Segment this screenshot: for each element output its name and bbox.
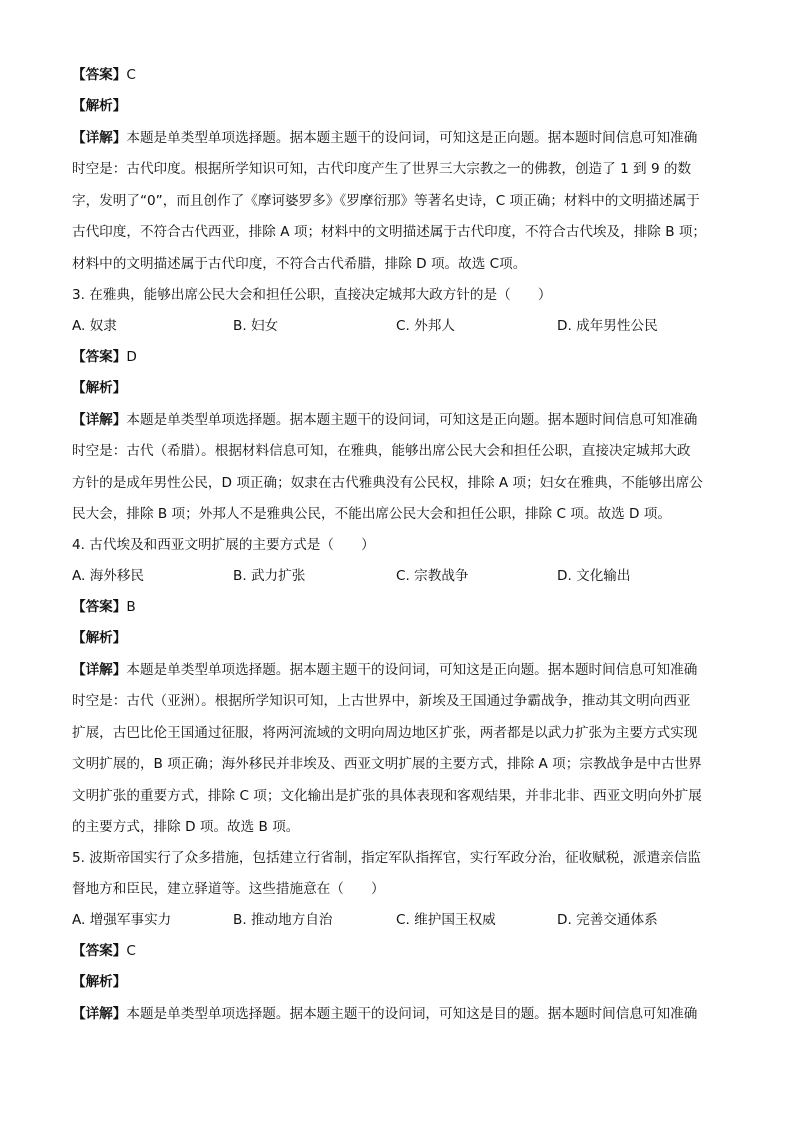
q2-answer: 【答案】C bbox=[72, 67, 136, 83]
section-label: 【解析】 bbox=[72, 380, 127, 396]
q4-detail-line: 扩展，古巴比伦王国通过征服，将两河流域的文明向周边地区扩张，两者都是以武力扩张为主要方式实现 bbox=[72, 725, 698, 741]
q4-analysis-heading bbox=[72, 629, 722, 647]
section-label: 【答案】 bbox=[72, 67, 127, 83]
q2-detail-line: 时空是：古代印度。根据所学知识可知，古代印度产生了世界三大宗教之一的佛教，创造了 1 到 9 的数 bbox=[72, 161, 692, 177]
q5-option-a: A. 增强军事实力 bbox=[72, 912, 172, 928]
q2-detail-line: 【详解】本题是单类型单项选择题。据本题主题干的设问词，可知这是正向题。据本题时间信息可知准确 bbox=[72, 130, 698, 146]
q4-option-b: B. 武力扩张 bbox=[233, 568, 306, 584]
q5-analysis-heading bbox=[72, 973, 722, 991]
section-label: 【解析】 bbox=[72, 98, 127, 114]
section-label: 【详解】 bbox=[72, 662, 127, 678]
q3-option-b: B. 妇女 bbox=[233, 318, 279, 334]
q4-detail-line: 的主要方式，排除 D 项。故选 B 项。 bbox=[72, 819, 300, 835]
q4-detail-line: 文明扩张的重要方式，排除 C 项；文化输出是扩张的具体表现和客观结果，并非北非、西亚文明向外扩展 bbox=[72, 788, 702, 804]
q3-stem: 3. 在雅典，能够出席公民大会和担任公职，直接决定城邦大政方针的是（ ） bbox=[72, 287, 552, 303]
q2-detail-line: 字，发明了“0”，而且创作了《摩诃婆罗多》《罗摩衍那》等著名史诗，C 项正确；材料中的文明描述属于 bbox=[72, 193, 700, 209]
q3-detail-line: 方针的是成年男性公民，D 项正确；奴隶在古代雅典没有公民权，排除 A 项；妇女在雅典，不能够出席公 bbox=[72, 475, 703, 491]
q3-option-a: A. 奴隶 bbox=[72, 318, 117, 334]
q3-analysis-heading bbox=[72, 379, 722, 397]
section-label: 【答案】 bbox=[72, 349, 127, 365]
q2-analysis-heading bbox=[72, 97, 722, 115]
q4-option-a: A. 海外移民 bbox=[72, 568, 145, 584]
q4-detail-line: 【详解】本题是单类型单项选择题。据本题主题干的设问词，可知这是正向题。据本题时间信息可知准确 bbox=[72, 662, 698, 678]
section-label: 【详解】 bbox=[72, 412, 127, 428]
section-label: 【解析】 bbox=[72, 630, 127, 646]
q4-option-d: D. 文化输出 bbox=[557, 568, 631, 584]
q5-detail-line: 【详解】本题是单类型单项选择题。据本题主题干的设问词，可知这是目的题。据本题时间信息可知准确 bbox=[72, 1006, 698, 1022]
section-label: 【答案】 bbox=[72, 599, 127, 615]
q2-detail-line: 材料中的文明描述属于古代印度，不符合古代希腊，排除 D 项。故选 C项。 bbox=[72, 256, 527, 272]
q4-stem: 4. 古代埃及和西亚文明扩展的主要方式是（ ） bbox=[72, 537, 375, 553]
q4-answer: 【答案】B bbox=[72, 599, 136, 615]
q5-option-d: D. 完善交通体系 bbox=[557, 912, 658, 928]
q3-option-c: C. 外邦人 bbox=[396, 318, 455, 334]
q5-option-b: B. 推动地方自治 bbox=[233, 912, 333, 928]
section-label: 【解析】 bbox=[72, 974, 127, 990]
q4-option-c: C. 宗教战争 bbox=[396, 568, 469, 584]
q3-answer: 【答案】D bbox=[72, 349, 137, 365]
q3-detail-line: 时空是：古代（希腊）。根据材料信息可知，在雅典，能够出席公民大会和担任公职，直接决定城邦大政 bbox=[72, 443, 691, 459]
q5-answer: 【答案】C bbox=[72, 943, 136, 959]
q4-detail-line: 时空是：古代（亚洲）。根据所学知识可知，上古世界中，新埃及王国通过争霸战争，推动其文明向西亚 bbox=[72, 693, 691, 709]
q5-stem-line: 5. 波斯帝国实行了众多措施，包括建立行省制，指定军队指挥官，实行军政分治，征收赋税，派遣亲信监 bbox=[72, 850, 702, 866]
section-label: 【详解】 bbox=[72, 1006, 127, 1022]
section-label: 【答案】 bbox=[72, 943, 127, 959]
q3-detail-line: 民大会，排除 B 项；外邦人不是雅典公民，不能出席公民大会和担任公职，排除 C 项。故选 D 项。 bbox=[72, 506, 671, 522]
q5-stem-line: 督地方和臣民，建立驿道等。这些措施意在（ ） bbox=[72, 881, 385, 897]
q2-detail-line: 古代印度，不符合古代西亚，排除 A 项；材料中的文明描述属于古代印度，不符合古代埃及，排除 B 项； bbox=[72, 224, 707, 240]
q3-detail-line: 【详解】本题是单类型单项选择题。据本题主题干的设问词，可知这是正向题。据本题时间信息可知准确 bbox=[72, 412, 698, 428]
q4-detail-line: 文明扩展的，B 项正确；海外移民并非埃及、西亚文明扩展的主要方式，排除 A 项；宗教战争是中古世界 bbox=[72, 756, 702, 772]
section-label: 【详解】 bbox=[72, 130, 127, 146]
q3-option-d: D. 成年男性公民 bbox=[557, 318, 658, 334]
q5-option-c: C. 维护国王权威 bbox=[396, 912, 496, 928]
